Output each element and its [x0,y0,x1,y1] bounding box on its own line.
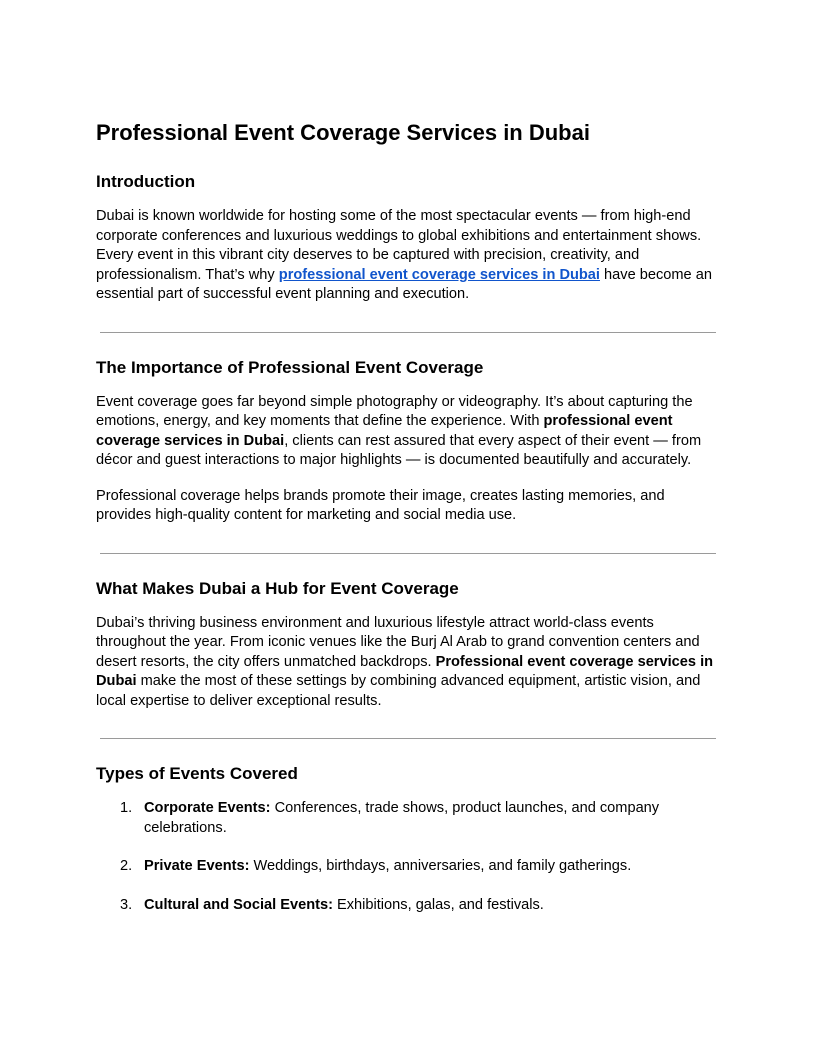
intro-paragraph [96,207,720,305]
section-divider [100,738,716,739]
importance-paragraph-1 [96,393,720,471]
list-item-label: Cultural and Social Events: [144,896,333,913]
hub-paragraph [96,614,720,712]
list-item-text: Weddings, birthdays, anniversaries, and family gatherings. [249,858,632,874]
list-item [96,799,720,838]
importance-heading: The Importance of Professional Event Coverage [96,357,484,377]
importance-text-bold: professional event coverage services in Dubai [96,413,673,449]
section-divider [100,332,716,333]
hub-text-after: make the most of these settings by combining advanced equipment, artistic vision, and local expertise to deliver exceptional results. [96,673,701,709]
hub-text-before: Dubai’s thriving business environment and luxurious lifestyle attract world-class events throughout the year. From iconic venues like the Burj Al Arab to grand convention centers and desert resorts, the city offers unmatched backdrops. [96,614,700,670]
types-heading: Types of Events Covered [96,764,298,783]
section-divider [100,553,716,554]
list-number: 2. [120,858,133,874]
hub-heading: What Makes Dubai a Hub for Event Coverage [96,578,459,598]
importance-paragraph-2: Professional coverage helps brands promote their image, creates lasting memories, and provides high-quality content for marketing and social media use. [96,487,665,523]
list-item-text: Exhibitions, galas, and festivals. [332,896,544,913]
intro-text-before: Dubai is known worldwide for hosting some of the most spectacular events — from high-end corporate conferences and luxurious weddings to global exhibitions and entertainment shows. Every event in this vibrant city deserves to be captured with precision, creativity, and professionalism. That’s why [96,208,702,283]
list-item-label: Corporate Events: [144,800,271,816]
document-body [96,117,720,915]
importance-text-after: , clients can rest assured that every aspect of their event — from décor and guest interactions to major highlights — is documented beautifully and accurately. [96,432,702,468]
hub-text-bold: Professional event coverage services in Dubai [96,653,714,689]
list-number: 3. [120,896,133,913]
list-item-text: Conferences, trade shows, product launches, and company celebrations. [144,800,660,836]
event-types-list [96,799,720,915]
list-number: 1. [120,800,133,816]
list-item [96,896,720,916]
intro-text-after: have become an essential part of successful event planning and execution. [96,266,712,302]
document-title: Professional Event Coverage Services in Dubai [96,120,590,145]
list-item-label: Private Events: [144,858,250,874]
list-item [96,857,720,877]
intro-heading: Introduction [96,172,196,191]
importance-text-before: Event coverage goes far beyond simple photography or videography. It’s about capturing the emotions, energy, and key moments that define the experience. With [96,393,693,429]
coverage-services-link[interactable]: professional event coverage services in Dubai [278,266,600,283]
